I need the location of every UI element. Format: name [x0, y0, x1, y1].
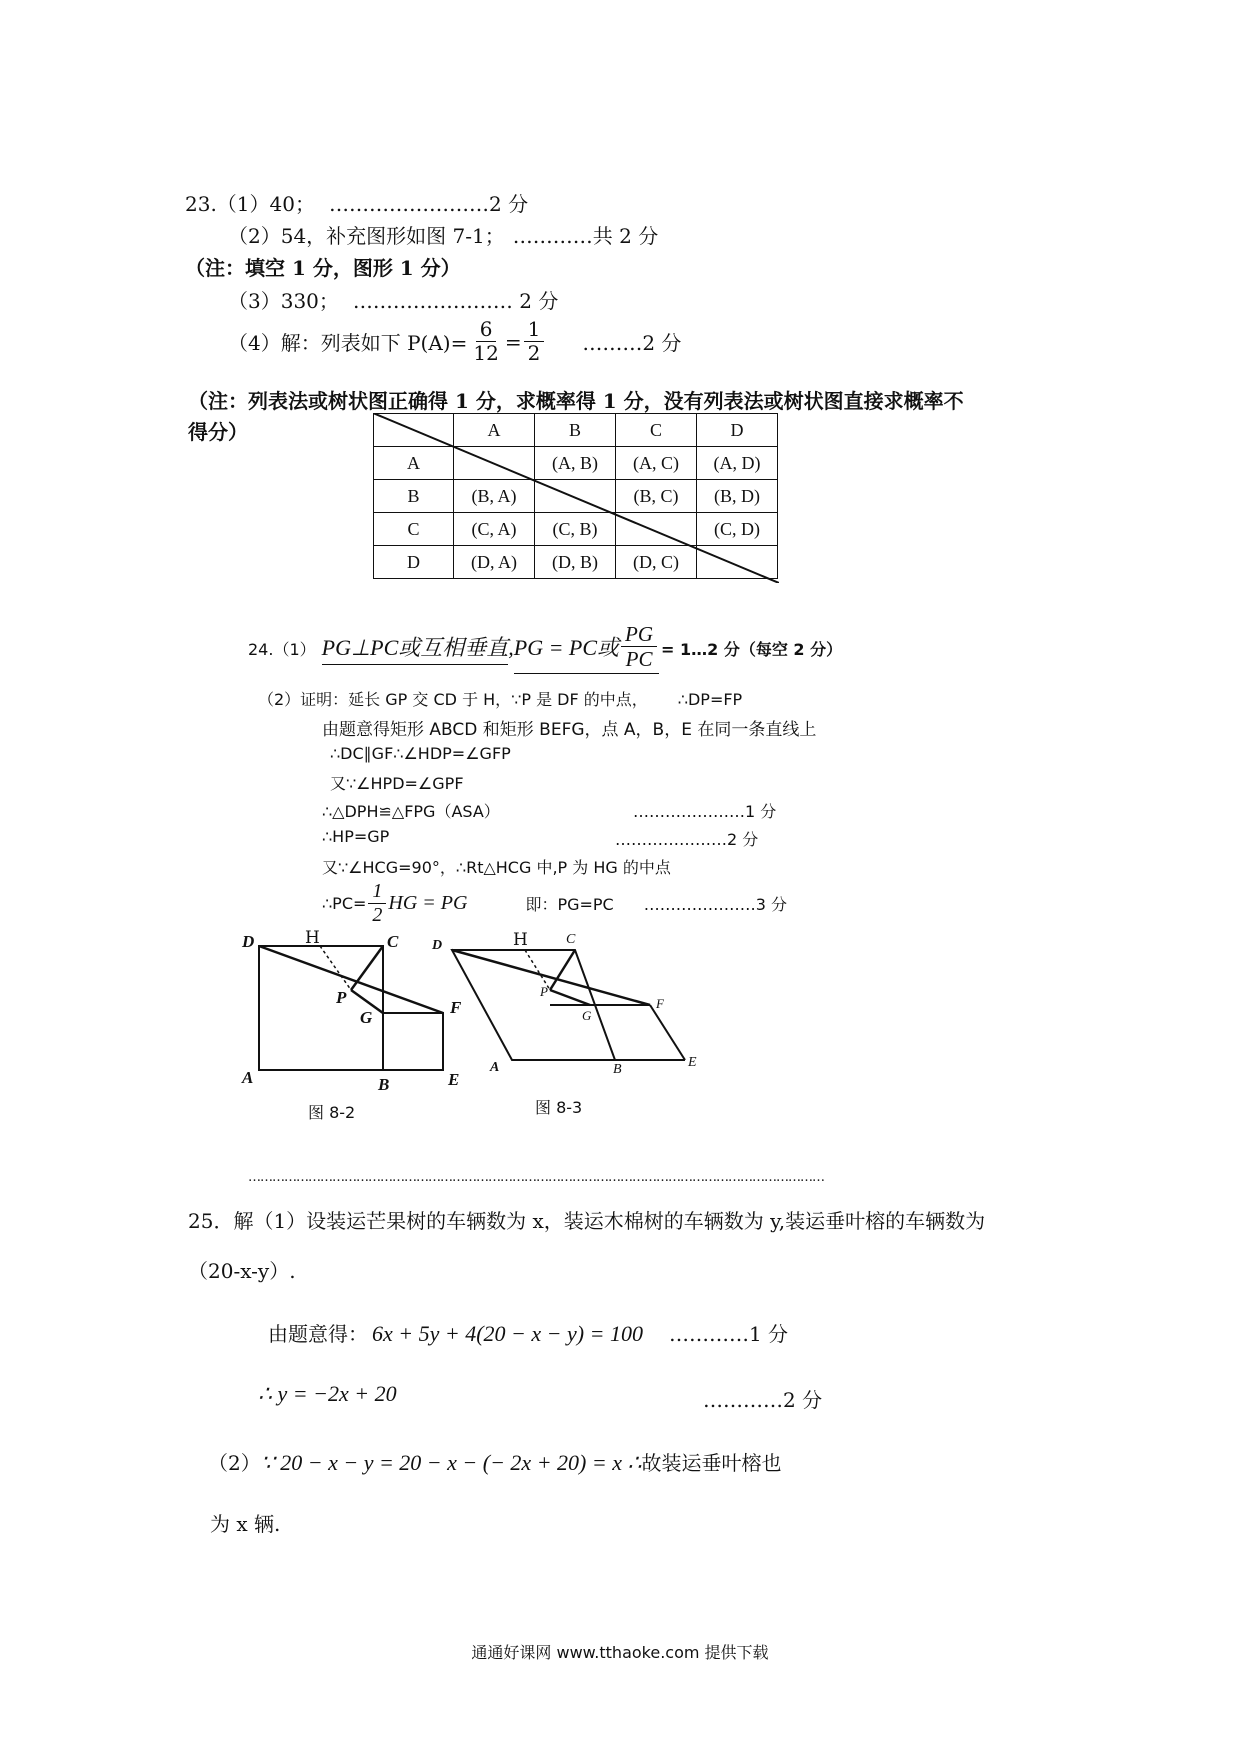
q24-proof-line-7: 又∵∠HCG=90°，∴Rt△HCG 中,P 为 HG 的中点 — [322, 858, 671, 877]
table-cell: (C, A) — [454, 513, 535, 546]
q24-proof-line-6: ∴HP=GP — [322, 827, 390, 846]
q24-proof-line-1: （2）证明：延长 GP 交 CD 于 H，∵P 是 DF 的中点， ∴DP=FP — [258, 690, 743, 709]
fig2-label-A: A — [490, 1060, 500, 1075]
table-cell: (A, B) — [535, 447, 616, 480]
table-diagonal-line — [373, 413, 779, 583]
fig2-label-D: D — [432, 938, 443, 953]
fig2-label-P: P — [540, 984, 548, 999]
figure-8-3-parallelograms — [430, 930, 710, 1070]
q25-line-2: （20-x-y）. — [188, 1259, 296, 1283]
q24-proof-line-4: 又∵∠HPD=∠GPF — [330, 774, 464, 793]
q23-answer-1: 23.（1）40； ……………………2 分 — [185, 192, 529, 216]
figure-8-2-caption: 图 8-2 — [308, 1103, 356, 1122]
fig1-label-C: C — [387, 932, 399, 951]
table-header-cell: D — [697, 414, 778, 447]
table-cell: (B, D) — [697, 480, 778, 513]
fig1-label-D: D — [242, 932, 255, 951]
q25-equation-2: ∴ y = −2x + 20 — [258, 1381, 397, 1406]
table-row-label: C — [374, 513, 454, 546]
table-cell: (D, B) — [535, 546, 616, 579]
q23-note-2-line-2: 得分） — [188, 420, 248, 444]
table-cell: (D, A) — [454, 546, 535, 579]
q25-part-2-cont: 为 x 辆. — [210, 1512, 281, 1536]
table-row-label: B — [374, 480, 454, 513]
q25-equation-1: 由题意得： 6x + 5y + 4(20 − x − y) = 100 …………1 分 — [268, 1321, 789, 1346]
fig2-label-E: E — [688, 1055, 697, 1070]
fig2-label-B: B — [613, 1062, 622, 1077]
table-cell: (B, A) — [454, 480, 535, 513]
table-cell: (C, D) — [697, 513, 778, 546]
table-cell: (A, C) — [616, 447, 697, 480]
q25-line-1: 25．解（1）设装运芒果树的车辆数为 x，装运木棉树的车辆数为 y,装运垂叶榕的车辆数为 — [188, 1209, 986, 1233]
fig2-label-H: H — [513, 930, 528, 950]
table-header-cell: A — [454, 414, 535, 447]
q24-proof-line-3: ∴DC∥GF∴∠HDP=∠GFP — [330, 744, 511, 763]
dotted-separator: ……………………………………………………………………………………………………………………………… — [248, 1170, 824, 1185]
table-row-label: D — [374, 546, 454, 579]
q24-proof-line-2: 由题意得矩形 ABCD 和矩形 BEFG，点 A，B，E 在同一条直线上 — [322, 720, 817, 740]
table-header-cell: B — [535, 414, 616, 447]
q25-equation-2-score: …………2 分 — [703, 1388, 823, 1412]
fig2-label-C: C — [566, 932, 576, 947]
q23-answer-4: （4）解：列表如下 P(A)= $\frac{6}{12}$ = $\frac{1}{2}$ ………2 分 — [228, 317, 682, 365]
fig1-label-B: B — [378, 1075, 390, 1094]
fig1-label-P: P — [336, 988, 347, 1007]
q24-proof-line-8: ∴PC= $\frac{1}{2}$ HG = PG 即：PG=PC …………………3 分 — [322, 880, 788, 926]
table-cell: (B, C) — [616, 480, 697, 513]
q23-answer-3: （3）330； …………………… 2 分 — [228, 289, 559, 313]
fig2-label-G: G — [582, 1008, 592, 1023]
table-row-label: A — [374, 447, 454, 480]
q25-part-2: （2） ∵ 20 − x − y = 20 − x − (− 2x + 20) = x ∴ 故装运垂叶榕也 — [208, 1450, 782, 1475]
q24-proof-line-6-score: …………………2 分 — [615, 830, 759, 849]
table-cell: (A, D) — [697, 447, 778, 480]
fig1-label-A: A — [242, 1068, 254, 1087]
fig1-label-H: H — [305, 928, 320, 948]
q23-answer-2: （2）54，补充图形如图 7-1； …………共 2 分 — [228, 224, 659, 248]
fig1-label-E: E — [448, 1070, 460, 1089]
q23-note-2-line-1: （注：列表法或树状图正确得 1 分，求概率得 1 分，没有列表法或树状图直接求概率不 — [188, 389, 964, 413]
table-cell: (D, C) — [616, 546, 697, 579]
q24-part-1: 24.（1） PG⊥PC或互相垂直 , PG = PC或 $\frac{PG}{PC}$ = 1…2 分（每空 2 分） — [248, 622, 842, 674]
q23-note-1: （注：填空 1 分，图形 1 分） — [185, 256, 461, 280]
fig1-label-F: F — [450, 998, 462, 1017]
fig2-label-F: F — [656, 996, 664, 1011]
q24-proof-line-5-score: …………………1 分 — [633, 802, 777, 821]
table-cell: (C, B) — [535, 513, 616, 546]
fig1-label-G: G — [360, 1008, 373, 1027]
page-footer: 通通好课网 www.tthaoke.com 提供下载 — [471, 1643, 769, 1662]
q24-proof-line-5: ∴△DPH≌△FPG（ASA） — [322, 802, 500, 821]
table-header-cell: C — [616, 414, 697, 447]
figure-8-3-caption: 图 8-3 — [535, 1098, 583, 1117]
